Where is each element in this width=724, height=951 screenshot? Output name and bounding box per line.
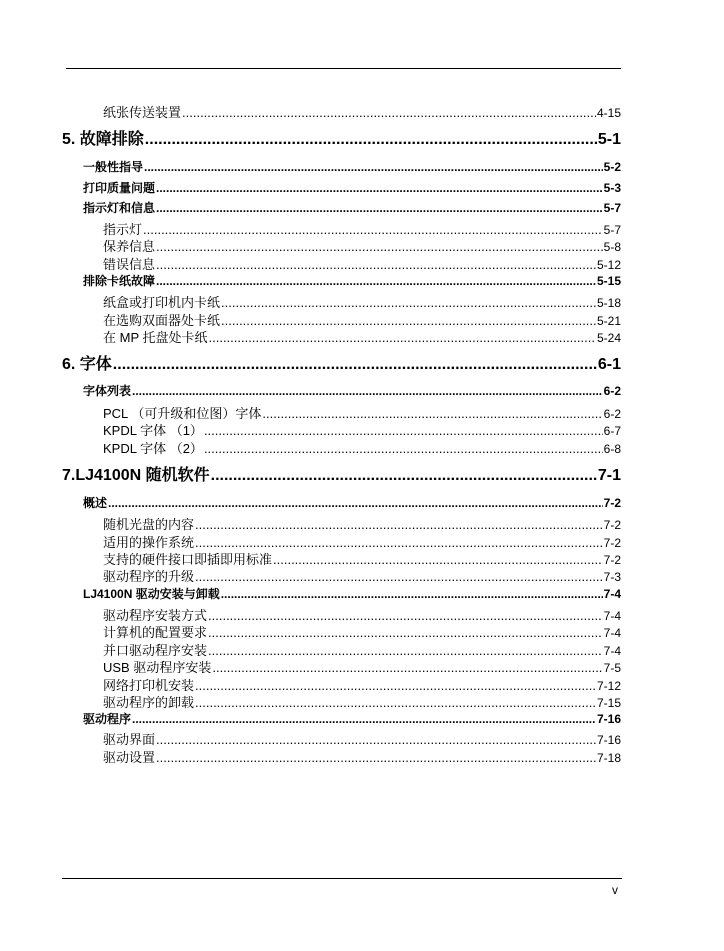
- toc-leader-dots: [132, 384, 603, 398]
- toc-entry-page: 7-2: [603, 518, 621, 532]
- toc-entry-title: 驱动界面: [103, 732, 156, 747]
- toc-entry-page: 4-15: [596, 106, 621, 120]
- toc-leader-dots: [143, 222, 603, 237]
- toc-entry-page: 7-2: [603, 536, 621, 550]
- toc-entry-title: 纸盒或打印机内卡纸: [103, 295, 221, 310]
- toc-leader-dots: [113, 356, 597, 374]
- toc-entry-page: 6-1: [597, 356, 621, 373]
- toc-entry-page: 7-5: [603, 661, 621, 675]
- toc-leader-dots: [156, 750, 596, 765]
- toc-entry-title: 排除卡纸故障: [83, 274, 156, 288]
- toc-entry-title: 并口驱动程序安装: [103, 643, 208, 658]
- toc-entry-page: 7-3: [603, 570, 621, 584]
- toc-entry: [103, 438, 621, 457]
- toc-entry-page: 5-3: [603, 181, 621, 195]
- toc-leader-dots: [208, 643, 603, 658]
- toc-leader-dots: [211, 467, 597, 485]
- toc-leader-dots: [204, 423, 603, 438]
- toc-entry: [83, 494, 621, 511]
- toc-entry-title: 网络打印机安装: [103, 678, 195, 693]
- toc-entry: [103, 102, 621, 121]
- toc-entry-title: 驱动程序: [83, 712, 132, 726]
- toc-entry-title: KPDL 字体 （1）: [103, 423, 203, 438]
- toc-leader-dots: [221, 587, 603, 601]
- toc-entry-title: LJ4100N 驱动安装与卸载: [83, 587, 220, 601]
- toc-entry-title: 字体列表: [83, 384, 132, 398]
- toc-entry: [103, 236, 621, 255]
- toc-leader-dots: [156, 732, 596, 747]
- toc-leader-dots: [262, 406, 602, 421]
- toc-entry-page: 7-1: [597, 467, 621, 484]
- toc-entry-title: 驱动程序安装方式: [103, 608, 208, 623]
- toc-entry-page: 7-16: [596, 712, 621, 726]
- toc-entry: [103, 254, 621, 273]
- toc-entry: [103, 420, 621, 439]
- toc-entry-page: 5-7: [603, 201, 621, 215]
- toc-entry-page: 5-8: [603, 240, 621, 254]
- toc-entry-page: 6-2: [603, 407, 621, 421]
- toc-leader-dots: [144, 160, 603, 174]
- toc-entry-page: 5-12: [596, 258, 621, 272]
- toc-entry-title: 错误信息: [103, 257, 156, 272]
- toc-entry-title: 指示灯: [103, 222, 143, 237]
- toc-entry-page: 6-2: [603, 384, 621, 398]
- toc-leader-dots: [156, 257, 596, 272]
- toc-entry-title: 打印质量问题: [83, 181, 156, 195]
- toc-leader-dots: [221, 295, 596, 310]
- toc-entry: [83, 585, 621, 602]
- toc-entry-title: 保养信息: [103, 239, 156, 254]
- toc-entry-title: 驱动设置: [103, 750, 156, 765]
- toc-entry: [62, 126, 621, 149]
- toc-leader-dots: [156, 274, 596, 288]
- toc-entry-page: 7-4: [603, 644, 621, 658]
- toc-entry-page: 5-1: [597, 131, 621, 148]
- toc-entry-title: 在选购双面器处卡纸: [103, 313, 221, 328]
- toc-entry-page: 5-15: [596, 274, 621, 288]
- toc-entry-title: 7.LJ4100N 随机软件: [62, 467, 210, 484]
- toc-leader-dots: [195, 569, 603, 584]
- toc-entry: [83, 710, 621, 727]
- toc-entry: [103, 514, 621, 533]
- toc-entry: [103, 566, 621, 585]
- toc-entry-page: 5-2: [603, 160, 621, 174]
- toc-leader-dots: [273, 552, 603, 567]
- toc-entry-page: 7-4: [603, 609, 621, 623]
- toc-entry-page: 6-8: [603, 442, 621, 456]
- toc-leader-dots: [108, 496, 603, 510]
- toc-entry-title: 驱动程序的卸载: [103, 695, 195, 710]
- toc-entry-title: 一般性指导: [83, 160, 144, 174]
- toc-entry-title: 适用的操作系统: [103, 535, 195, 550]
- toc-leader-dots: [204, 441, 603, 456]
- toc-entry-title: 纸张传送装置: [103, 105, 182, 120]
- toc-entry-title: 指示灯和信息: [83, 201, 156, 215]
- toc-leader-dots: [182, 105, 596, 120]
- toc-leader-dots: [195, 695, 596, 710]
- toc-entry: [83, 179, 621, 196]
- toc-leader-dots: [195, 535, 603, 550]
- toc-leader-dots: [212, 660, 602, 675]
- toc-entry-page: 5-21: [596, 314, 621, 328]
- toc-entry-title: 5. 故障排除: [62, 131, 144, 148]
- toc-entry-page: 6-7: [603, 424, 621, 438]
- toc-entry: [83, 158, 621, 175]
- toc-entry: [83, 272, 621, 289]
- toc-entry-page: 7-12: [596, 679, 621, 693]
- toc-leader-dots: [156, 239, 603, 254]
- toc-entry-title: 6. 字体: [62, 356, 112, 373]
- toc-entry: [62, 351, 621, 374]
- toc-leader-dots: [195, 678, 596, 693]
- toc-entry: [83, 199, 621, 216]
- toc-entry: [103, 292, 621, 311]
- toc-entry: [103, 692, 621, 711]
- toc-entry-page: 5-18: [596, 296, 621, 310]
- toc-entry-page: 7-16: [596, 733, 621, 747]
- toc-leader-dots: [156, 181, 603, 195]
- toc-entry-page: 7-4: [603, 587, 621, 601]
- footer-rule: [62, 878, 622, 879]
- toc-entry-page: 7-2: [603, 553, 621, 567]
- toc-leader-dots: [221, 313, 596, 328]
- toc-entry-title: 驱动程序的升级: [103, 569, 195, 584]
- toc-leader-dots: [208, 625, 603, 640]
- page-number: v: [612, 883, 618, 897]
- toc-leader-dots: [132, 712, 596, 726]
- toc-leader-dots: [145, 131, 597, 149]
- toc-entry-title: USB 驱动程序安装: [103, 660, 212, 675]
- toc-entry-page: 5-7: [603, 223, 621, 237]
- toc-entry-title: 概述: [83, 496, 108, 510]
- toc-entry-page: 7-2: [603, 496, 621, 510]
- toc-leader-dots: [156, 201, 603, 215]
- toc-entry-title: PCL （可升级和位图）字体: [103, 406, 262, 421]
- toc-leader-dots: [195, 517, 603, 532]
- toc-entry-title: 在 MP 托盘处卡纸: [103, 330, 208, 345]
- toc-entry: [83, 382, 621, 399]
- toc-entry: [103, 622, 621, 641]
- toc-entry: [62, 462, 621, 485]
- toc-entry-page: 7-15: [596, 696, 621, 710]
- toc-entry-title: KPDL 字体 （2）: [103, 441, 203, 456]
- toc-entry-title: 随机光盘的内容: [103, 517, 195, 532]
- toc-entry: [103, 747, 621, 766]
- toc-entry-page: 7-4: [603, 626, 621, 640]
- toc-entry-title: 计算机的配置要求: [103, 625, 208, 640]
- toc-leader-dots: [209, 330, 596, 345]
- toc-entry: [103, 657, 621, 676]
- toc-entry: [103, 729, 621, 748]
- toc-entry: [103, 327, 621, 346]
- toc-entry-page: 5-24: [596, 331, 621, 345]
- toc-leader-dots: [208, 608, 603, 623]
- toc-entry-title: 支持的硬件接口即插即用标准: [103, 552, 273, 567]
- toc-entry-page: 7-18: [596, 751, 621, 765]
